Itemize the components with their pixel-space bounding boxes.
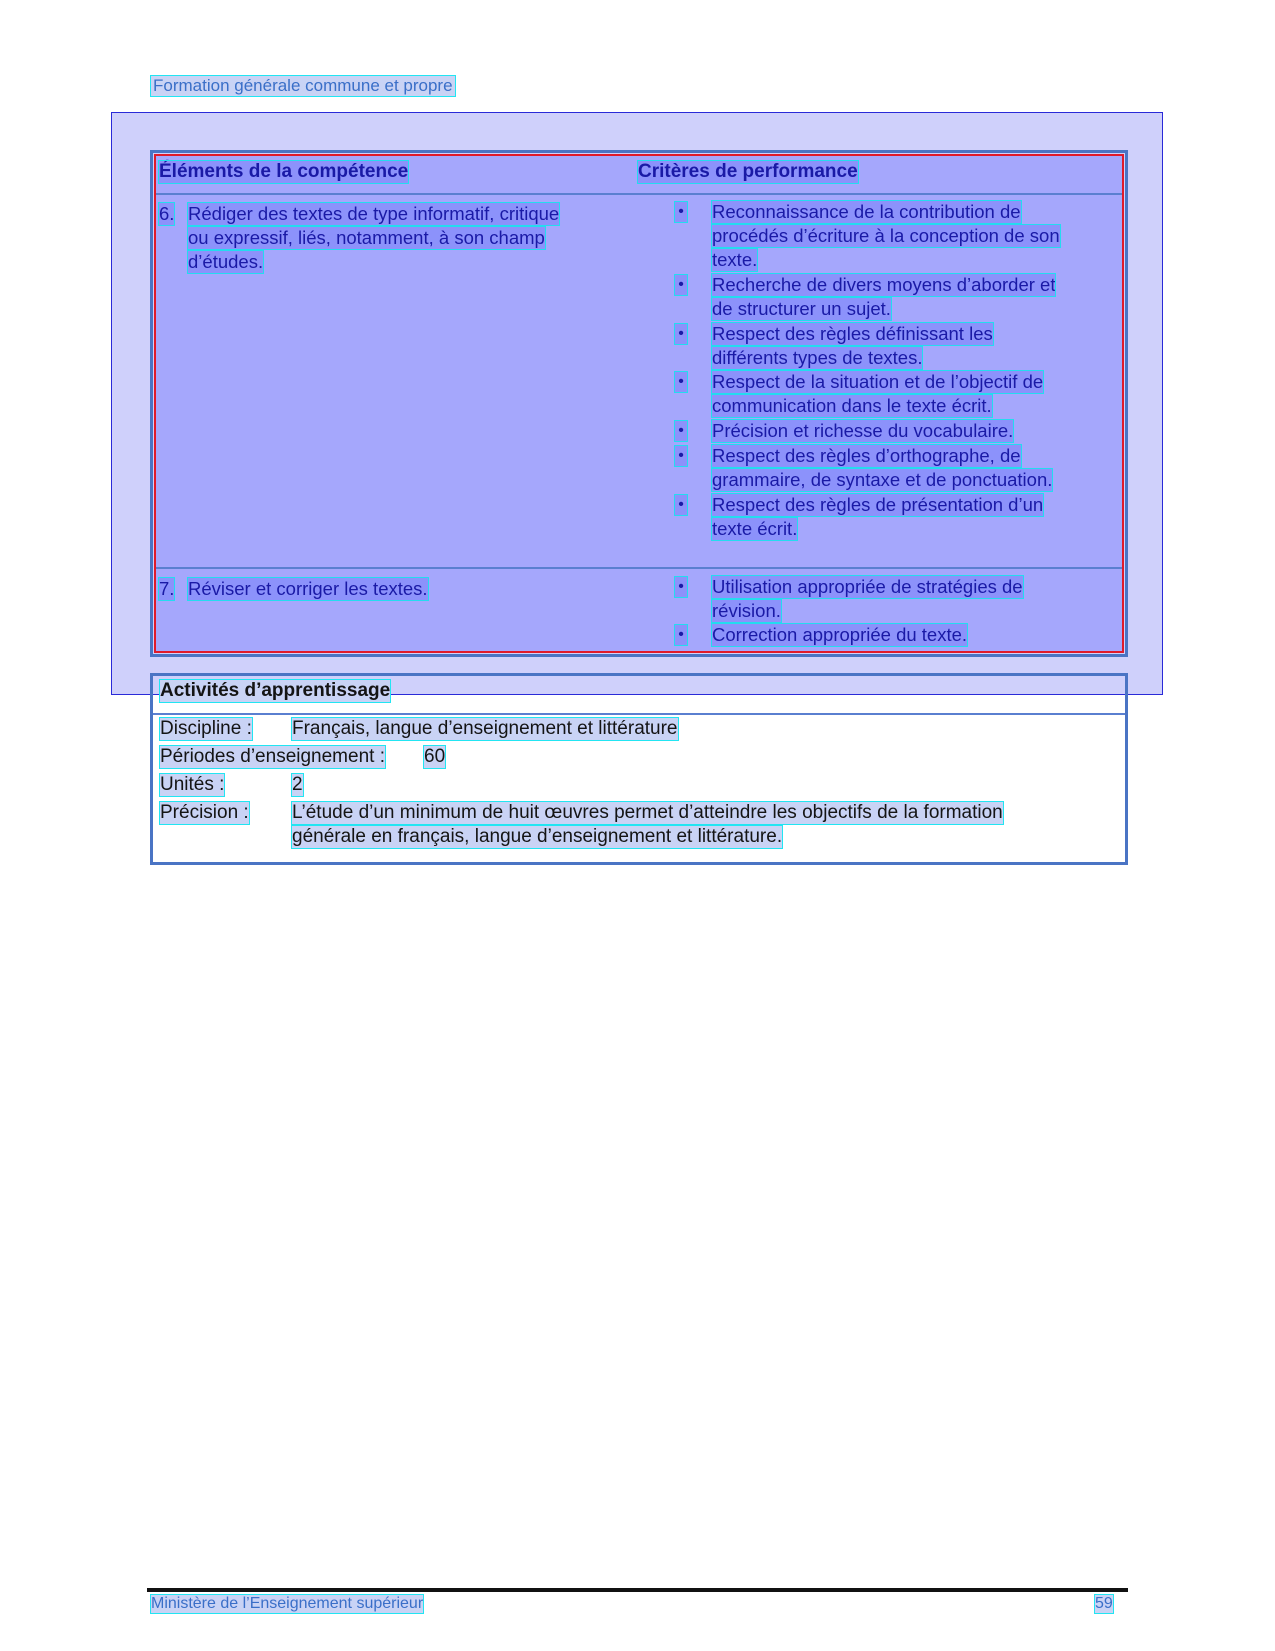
bullet: • [675,446,687,466]
bullet: • [675,421,687,441]
criterion-6-3-line-1: Respect des règles définissant les [712,323,993,344]
periods-label: Périodes d’enseignement : [160,746,385,767]
bullet: • [675,372,687,392]
criterion-6-4-line-2: communication dans le texte écrit. [712,395,992,416]
criterion-6-2-line-2: de structurer un sujet. [712,298,891,319]
col-header-criteria: Critères de performance [638,161,858,182]
precision-line-1: L’étude d’un minimum de huit œuvres permet d’atteindre les objectifs de la formation [292,802,1003,823]
criterion-6-6-line-2: grammaire, de syntaxe et de ponctuation. [712,469,1053,490]
header-rule [156,193,1122,195]
criterion-6-7-line-1: Respect des règles de présentation d’un [712,494,1044,515]
discipline-label: Discipline : [160,718,252,739]
criterion-6-5-line-1: Précision et richesse du vocabulaire. [712,420,1014,441]
bullet: • [675,577,687,597]
bullet: • [675,275,687,295]
discipline-value: Français, langue d’enseignement et littérature [292,718,678,739]
criterion-6-6-line-1: Respect des règles d’orthographe, de [712,445,1021,466]
criterion-6-3-line-2: différents types de textes. [712,347,923,368]
bullet: • [675,495,687,515]
criterion-6-4-line-1: Respect de la situation et de l’objectif de [712,371,1044,392]
activities-rule [153,713,1125,715]
activities-title: Activités d’apprentissage [160,680,391,701]
criterion-7-2-line-1: Correction appropriée du texte. [712,624,968,645]
criterion-7-1-line-1: Utilisation appropriée de stratégies de [712,576,1023,597]
footer-ministry: Ministère de l’Enseignement supérieur [151,1595,424,1612]
running-head: Formation générale commune et propre [153,76,453,95]
precision-label: Précision : [160,802,249,823]
criterion-6-7-line-2: texte écrit. [712,518,798,539]
units-label: Unités : [160,774,225,795]
col-header-elements: Éléments de la compétence [159,161,409,182]
element-6-line-3: d’études. [188,251,264,272]
element-6-line-2: ou expressif, liés, notamment, à son champ [188,227,545,248]
element-6-number: 6. [159,203,175,224]
page-number: 59 [1095,1595,1113,1612]
element-6-line-1: Rédiger des textes de type informatif, critique [188,203,560,224]
precision-line-2: générale en français, langue d’enseignement et littérature. [292,826,783,847]
criterion-6-1-line-3: texte. [712,249,758,270]
footer-rule [147,1588,1128,1592]
element-7-line-1: Réviser et corriger les textes. [188,578,428,599]
bullet: • [675,202,687,222]
bullet: • [675,324,687,344]
criterion-6-2-line-1: Recherche de divers moyens d’aborder et [712,274,1056,295]
row-rule [156,567,1122,569]
bullet: • [675,625,687,645]
criterion-6-1-line-2: procédés d’écriture à la conception de son [712,225,1060,246]
criterion-6-1-line-1: Reconnaissance de la contribution de [712,201,1021,222]
units-value: 2 [292,774,303,795]
periods-value: 60 [424,746,446,767]
element-7-number: 7. [159,578,175,599]
criterion-7-1-line-2: révision. [712,600,781,621]
